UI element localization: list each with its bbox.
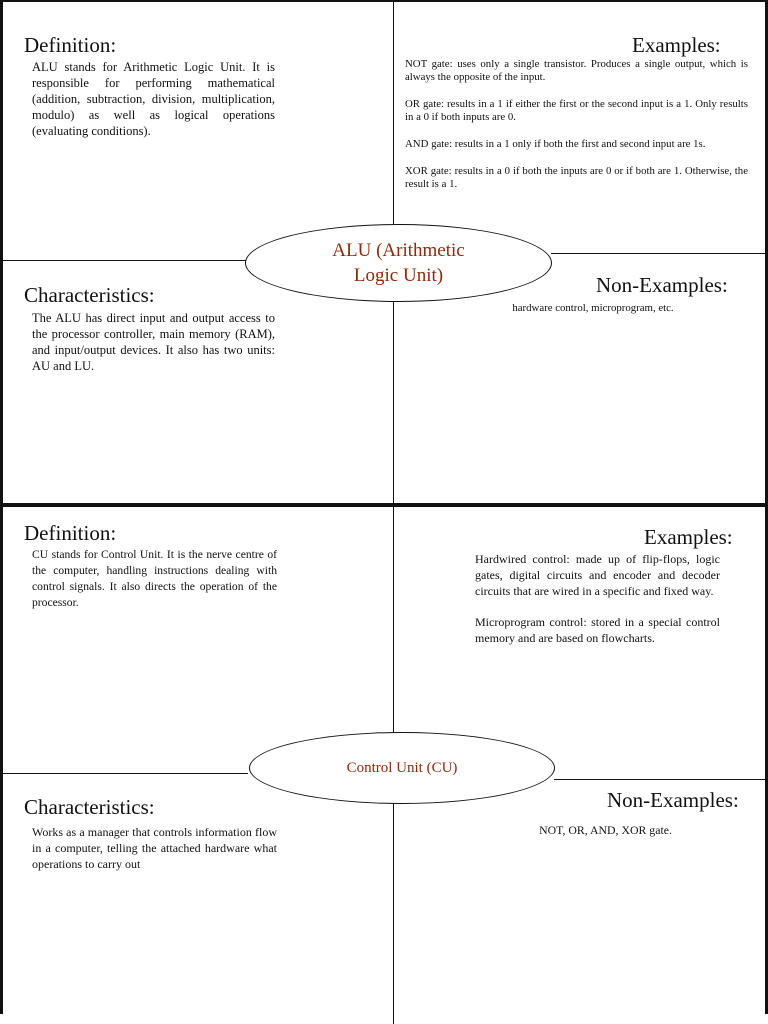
cu-examples-heading: Examples: (644, 525, 733, 549)
alu-definition-text: ALU stands for Arithmetic Logic Unit. It is responsible for performing mathematical (addition, subtraction, division, multiplication, modulo) as well as logical operations (evaluating conditions). (32, 60, 275, 138)
cu-horizontal-divider-right (554, 779, 768, 780)
alu-center-title: ALU (Arithmetic Logic Unit) (332, 240, 465, 286)
alu-horizontal-divider-right (551, 253, 768, 254)
alu-example-item: AND gate: results in a 1 only if both the first and second input are 1s. (405, 138, 706, 150)
alu-frayer-model (0, 0, 768, 508)
alu-example-item: NOT gate: uses only a single transistor. Produces a single output, which is always the opposite of the input. (405, 58, 748, 83)
cu-example-item: Microprogram control: stored in a special control memory and are based on flowcharts. (475, 615, 720, 645)
cu-definition-heading: Definition: (24, 521, 117, 545)
alu-characteristics-heading: Characteristics: (24, 283, 155, 307)
cu-non-examples-text: NOT, OR, AND, XOR gate. (539, 823, 672, 837)
alu-non-examples-heading: Non-Examples: (596, 273, 728, 297)
alu-example-item: OR gate: results in a 1 if either the first or the second input is a 1. Only results in a 0 if both inputs are 0. (405, 98, 748, 123)
cu-center-oval (249, 732, 555, 804)
cu-horizontal-divider-left (3, 773, 248, 774)
cu-center-title: Control Unit (CU) (346, 760, 458, 776)
alu-horizontal-divider-left (3, 260, 248, 261)
alu-examples-list (405, 58, 748, 205)
cu-characteristics-heading: Characteristics: (24, 795, 155, 819)
cu-frayer-model (0, 506, 768, 1014)
cu-example-item: Hardwired control: made up of flip-flops, logic gates, digital circuits and encoder and decoder circuits that are wired in a specific and fixed way. (475, 552, 720, 598)
cu-characteristics-text: Works as a manager that controls information flow in a computer, telling the attached hardware what operations to carry out (32, 825, 277, 871)
alu-examples-heading: Examples: (632, 33, 721, 57)
alu-example-item: XOR gate: results in a 0 if both the inputs are 0 or if both are 1. Otherwise, the result is a 1. (405, 165, 748, 190)
alu-definition-heading: Definition: (24, 33, 117, 57)
alu-characteristics-text: The ALU has direct input and output access to the processor controller, main memory (RAM), and input/output devices. It also has two units: AU and LU. (32, 311, 275, 373)
cu-non-examples-heading: Non-Examples: (607, 788, 739, 812)
cu-examples-list (475, 551, 720, 660)
alu-center-oval (245, 224, 552, 302)
alu-non-examples-text: hardware control, microprogram, etc. (512, 302, 674, 314)
cu-definition-text: CU stands for Control Unit. It is the nerve centre of the computer, handling instructions dealing with control signals. It also directs the operation of the processor. (32, 548, 277, 609)
